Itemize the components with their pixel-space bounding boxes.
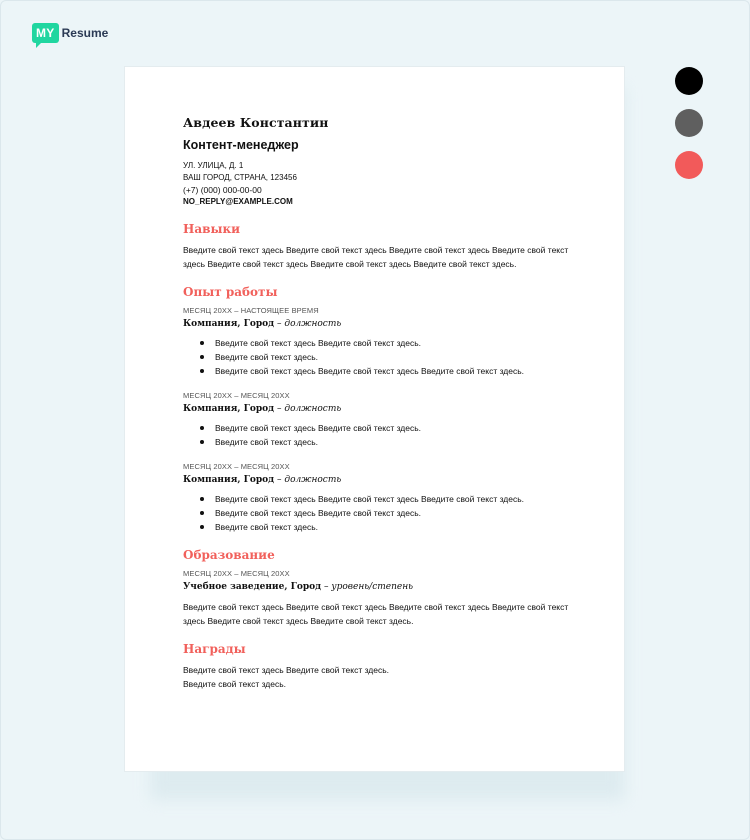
- phone: (+7) (000) 000-00-00: [183, 185, 262, 195]
- bullet-item: Введите свой текст здесь.: [200, 520, 573, 534]
- section-title-education: Образование: [183, 548, 275, 562]
- resume-name: Авдеев Константин: [183, 115, 329, 130]
- resume-role: Контент-менеджер: [183, 138, 299, 152]
- entry-date: МЕСЯЦ 20XX – МЕСЯЦ 20XX: [183, 462, 290, 471]
- education-degree: уровень/степень: [331, 582, 414, 592]
- education-date: МЕСЯЦ 20XX – МЕСЯЦ 20XX: [183, 569, 290, 578]
- color-swatch-gray[interactable]: [675, 109, 703, 137]
- address-line-2: ВАШ ГОРОД, СТРАНА, 123456: [183, 173, 297, 182]
- bullet-item: Введите свой текст здесь Введите свой текст здесь.: [200, 506, 573, 520]
- entry-org: [183, 475, 573, 485]
- resume-sheet: [124, 66, 625, 772]
- logo-text: Resume: [61, 26, 109, 40]
- education-dash: –: [324, 582, 329, 592]
- bullet-item: Введите свой текст здесь Введите свой текст здесь Введите свой текст здесь.: [200, 364, 573, 378]
- experience-entry: [183, 306, 573, 378]
- experience-list: [183, 306, 573, 534]
- logo[interactable]: [32, 23, 108, 43]
- entry-date: МЕСЯЦ 20XX – НАСТОЯЩЕЕ ВРЕМЯ: [183, 306, 319, 315]
- experience-entry: [183, 391, 573, 449]
- bullet-item: Введите свой текст здесь Введите свой текст здесь.: [200, 421, 573, 435]
- entry-dash: –: [277, 319, 282, 329]
- entry-position: должность: [284, 404, 342, 414]
- entry-date: МЕСЯЦ 20XX – МЕСЯЦ 20XX: [183, 391, 290, 400]
- education-institution: Учебное заведение, Город: [183, 582, 322, 592]
- entry-position: должность: [284, 319, 342, 329]
- experience-entry: [183, 462, 573, 534]
- bullet-item: Введите свой текст здесь.: [200, 435, 573, 449]
- entry-bullets: [183, 492, 573, 534]
- logo-badge: MY: [32, 23, 59, 43]
- bullet-item: Введите свой текст здесь Введите свой текст здесь.: [200, 336, 573, 350]
- entry-company: Компания, Город: [183, 475, 275, 485]
- email: NO_REPLY@EXAMPLE.COM: [183, 197, 293, 206]
- bullet-item: Введите свой текст здесь.: [200, 350, 573, 364]
- resume-content: [183, 115, 573, 691]
- bullet-item: Введите свой текст здесь Введите свой текст здесь Введите свой текст здесь.: [200, 492, 573, 506]
- entry-bullets: [183, 421, 573, 449]
- skills-text: Введите свой текст здесь Введите свой текст здесь Введите свой текст здесь Введите свой текст здесь Введите свой текст здесь Введите свой текст здесь Введите свой текст здесь.: [183, 245, 569, 269]
- section-title-awards: Награды: [183, 642, 246, 656]
- entry-company: Компания, Город: [183, 404, 275, 414]
- color-swatch-black[interactable]: [675, 67, 703, 95]
- section-title-experience: Опыт работы: [183, 285, 278, 299]
- section-title-skills: Навыки: [183, 222, 241, 236]
- education-org: [183, 582, 573, 592]
- entry-org: [183, 319, 573, 329]
- entry-org: [183, 404, 573, 414]
- contact-block: [183, 160, 573, 208]
- color-swatch-red[interactable]: [675, 151, 703, 179]
- entry-position: должность: [284, 475, 342, 485]
- education-text: Введите свой текст здесь Введите свой текст здесь Введите свой текст здесь Введите свой текст здесь Введите свой текст здесь Введите свой текст здесь.: [183, 602, 569, 626]
- awards-line-2: Введите свой текст здесь.: [183, 679, 287, 689]
- entry-bullets: [183, 336, 573, 378]
- entry-dash: –: [277, 404, 282, 414]
- entry-company: Компания, Город: [183, 319, 275, 329]
- address-line-1: УЛ. УЛИЦА, Д. 1: [183, 161, 244, 170]
- entry-dash: –: [277, 475, 282, 485]
- awards-line-1: Введите свой текст здесь Введите свой текст здесь.: [183, 665, 390, 675]
